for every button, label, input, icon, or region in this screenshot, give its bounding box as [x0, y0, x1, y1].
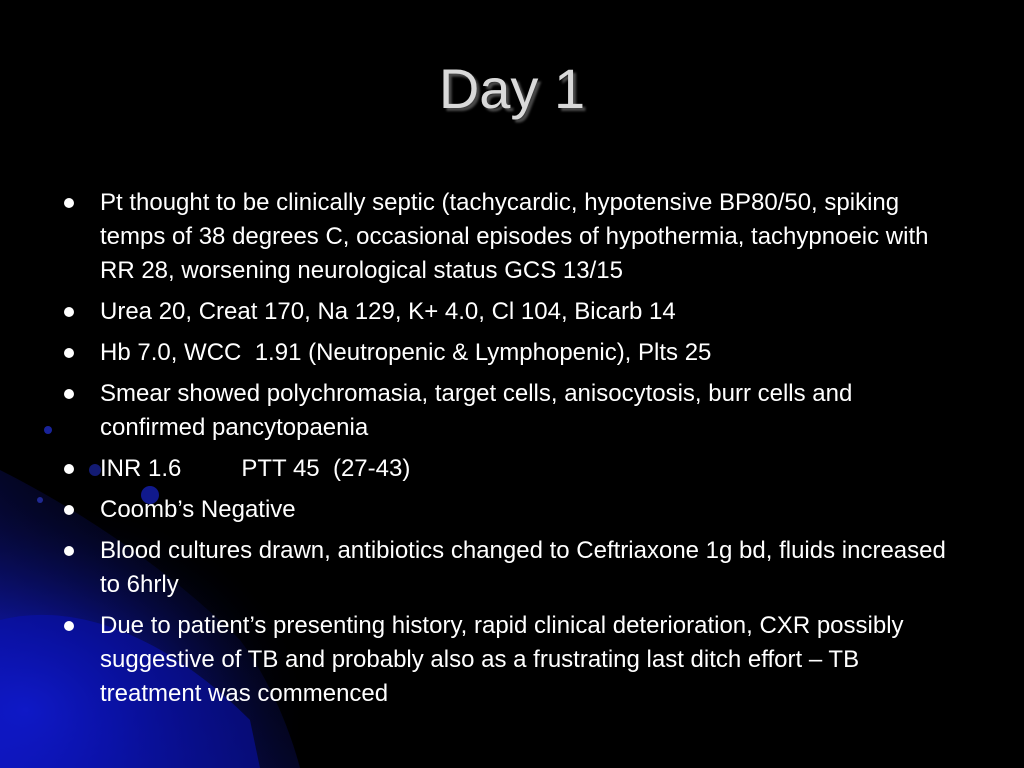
bullet-text: Coomb’s Negative [100, 496, 296, 523]
bullet-icon [64, 546, 74, 556]
bullet-text: Urea 20, Creat 170, Na 129, K+ 4.0, Cl 104, Bicarb 14 [100, 298, 676, 325]
bullet-icon [64, 621, 74, 631]
bullet-icon [64, 307, 74, 317]
list-item [62, 452, 962, 486]
slide-title: Day 1 [438, 57, 586, 120]
list-item [62, 295, 962, 329]
bullet-text: Due to patient’s presenting history, rapid clinical deterioration, CXR possibly suggestive of TB and probably also as a frustrating last ditch effort – TB treatment was commenced [100, 612, 904, 707]
bullet-text: Hb 7.0, WCC 1.91 (Neutropenic & Lymphopenic), Plts 25 [100, 339, 712, 366]
list-item [62, 609, 962, 711]
list-item [62, 493, 962, 527]
list-item [62, 534, 962, 602]
bullet-text: Pt thought to be clinically septic (tachycardic, hypotensive BP80/50, spiking temps of 38 degrees C, occasional episodes of hypothermia, tachypnoeic with RR 28, worsening neurological status GCS 13/15 [100, 189, 929, 284]
list-item [62, 186, 962, 288]
bullet-icon [64, 198, 74, 208]
bullet-icon [64, 464, 74, 474]
bullet-icon [64, 505, 74, 515]
bullet-text: INR 1.6 PTT 45 (27-43) [100, 455, 411, 482]
list-item [62, 336, 962, 370]
bullet-text: Smear showed polychromasia, target cells, anisocytosis, burr cells and confirmed pancytopaenia [100, 380, 853, 441]
bullet-icon [64, 389, 74, 399]
bullet-text: Blood cultures drawn, antibiotics changed to Ceftriaxone 1g bd, fluids increased to 6hrly [100, 537, 946, 598]
list-item [62, 377, 962, 445]
bullet-list [62, 186, 962, 718]
bullet-icon [64, 348, 74, 358]
